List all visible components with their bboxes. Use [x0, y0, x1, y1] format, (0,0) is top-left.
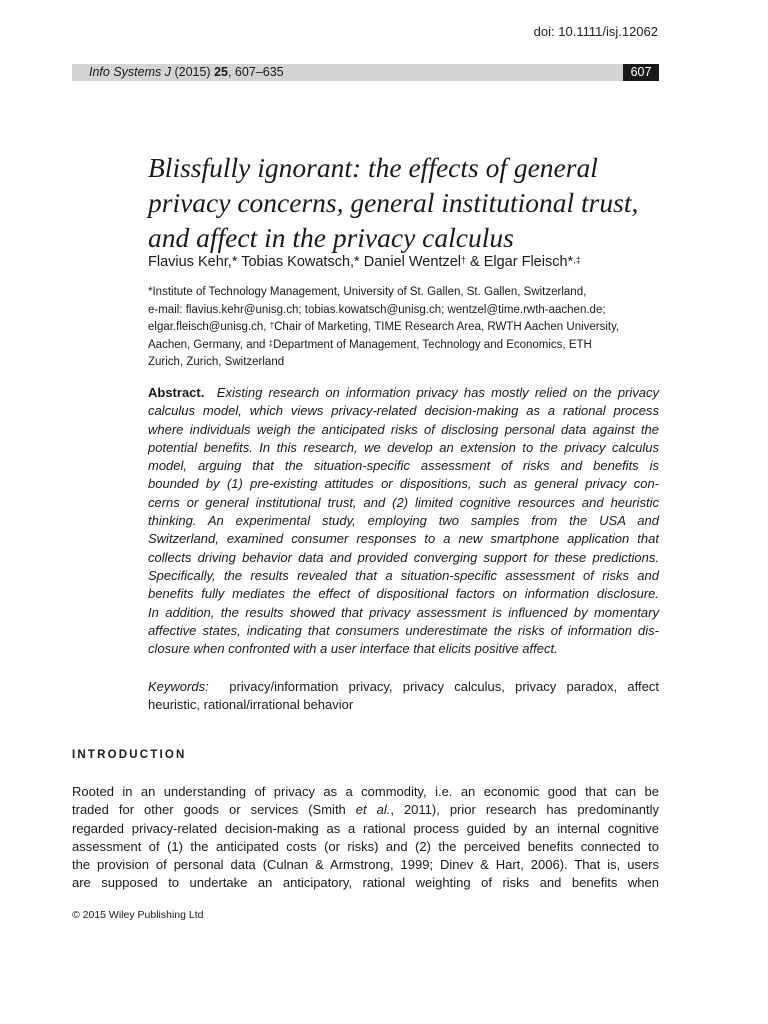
affiliation-text: Chair of Marketing, TIME Research Area, RWTH Aachen University, [274, 321, 620, 333]
affiliation-line [148, 337, 668, 355]
abstract [148, 384, 659, 658]
affiliation-text: Department of Management, Technology and Economics, ETH [273, 338, 592, 351]
abstract-line: where individuals weigh the anticipated risks of disclosing personal data against the [148, 421, 659, 437]
dagger-mark: † [460, 255, 466, 265]
journal-year: (2015) [170, 65, 215, 79]
author-list [148, 253, 668, 271]
abstract-line: Specifically, the results revealed that a situation-specific assessment of risks and [148, 567, 659, 583]
body-text: , 2011), prior research has predominantly [390, 802, 659, 818]
body-line: are supposed to undertake an anticipatory, rational weighting of risks and benefits when [72, 875, 659, 891]
dagger-mark: † [269, 321, 275, 330]
abstract-line: In addition, the results showed that privacy assessment is influenced by momentary [148, 604, 659, 620]
abstract-line [148, 384, 659, 402]
body-line [72, 801, 659, 819]
double-dagger-mark: ‡ [268, 338, 274, 348]
keywords [148, 678, 659, 715]
keywords-text: privacy/information privacy, privacy calculus, privacy paradox, affect [229, 679, 659, 694]
abstract-line: closure when confronted with a user interface that elicits positive affect. [148, 641, 558, 657]
affiliation-line: e-mail: flavius.kehr@unisg.ch; tobias.kowatsch@unisg.ch; wentzel@time.rwth-aachen.de; [148, 303, 606, 316]
affiliation-line [148, 319, 668, 337]
body-line: the provision of personal data (Culnan & Armstrong, 1999; Dinev & Hart, 2006). That is, users [72, 857, 659, 873]
body-paragraph [72, 783, 659, 893]
body-line: regarded privacy-related decision-making as a rational process guided by an internal cognitive [72, 820, 659, 836]
abstract-line: collects driving behavior data and provided converging support for these predictions. [148, 549, 659, 565]
page-number: 607 [623, 64, 659, 81]
citation-etal: et al. [355, 802, 391, 818]
paper-title: Blissfully ignorant: the effects of general privacy concerns, general institutional trust, and affect in the privacy calculus [148, 152, 639, 253]
body-text: traded for other goods or services (Smith [72, 802, 356, 818]
abstract-line: model, arguing that the situation-specific assessment of risks and benefits is [148, 458, 659, 474]
journal-volume: 25 [214, 65, 228, 79]
running-head [72, 64, 659, 81]
journal-name: Info Systems J [89, 65, 171, 79]
keywords-label: Keywords: [148, 679, 209, 694]
keywords-line [148, 678, 659, 696]
abstract-line: benefits fully mediates the effect of dispositional factors on information disclosure. [148, 586, 659, 602]
abstract-line: calculus model, which views privacy-related decision-making as a rational process [148, 403, 659, 419]
section-heading: INTRODUCTION [72, 749, 187, 761]
affiliations [148, 284, 668, 372]
affiliation-text: elgar.fleisch@unisg.ch, [148, 321, 270, 333]
journal-reference [89, 64, 284, 81]
body-line: assessment of (1) the anticipated costs (or risks) and (2) the perceived benefits connected to [72, 838, 659, 854]
abstract-line: cerns or general institutional trust, and (2) limited cognitive resources and heuristic [148, 494, 659, 510]
keywords-line: heuristic, rational/irrational behavior [148, 697, 354, 713]
abstract-line: affective states, indicating that consumers underestimate the risks of information dis- [148, 622, 659, 638]
doi-label: doi: 10.1111/isj.12062 [533, 24, 658, 39]
affiliation-line: Zurich, Zurich, Switzerland [148, 356, 285, 368]
journal-pages: , 607–635 [227, 65, 284, 79]
copyright-footer: © 2015 Wiley Publishing Ltd [72, 909, 204, 921]
abstract-label: Abstract. [148, 385, 205, 400]
affiliation-text: Aachen, Germany, and [148, 338, 269, 351]
authors-part-2: & Elgar Fleisch* [466, 254, 574, 270]
abstract-line: potential benefits. In this research, we develop an extension to the privacy calculus [148, 439, 659, 455]
abstract-line: bounded by (1) pre-existing attitudes or dispositions, such as general privacy con- [148, 476, 659, 492]
abstract-text: Existing research on information privacy has mostly relied on the privacy [216, 385, 659, 400]
abstract-line: thinking. An experimental study, employing two samples from the USA and [148, 513, 659, 529]
affiliation-line: *Institute of Technology Management, University of St. Gallen, St. Gallen, Switzerland, [148, 286, 587, 298]
authors-part-1: Flavius Kehr,* Tobias Kowatsch,* Daniel Wentzel [148, 254, 461, 270]
abstract-line: Switzerland, examined consumer responses to a new smartphone application that [148, 531, 659, 547]
double-dagger-mark: ,‡ [573, 255, 581, 265]
body-line: Rooted in an understanding of privacy as a commodity, i.e. an economic good that can be [72, 784, 659, 799]
